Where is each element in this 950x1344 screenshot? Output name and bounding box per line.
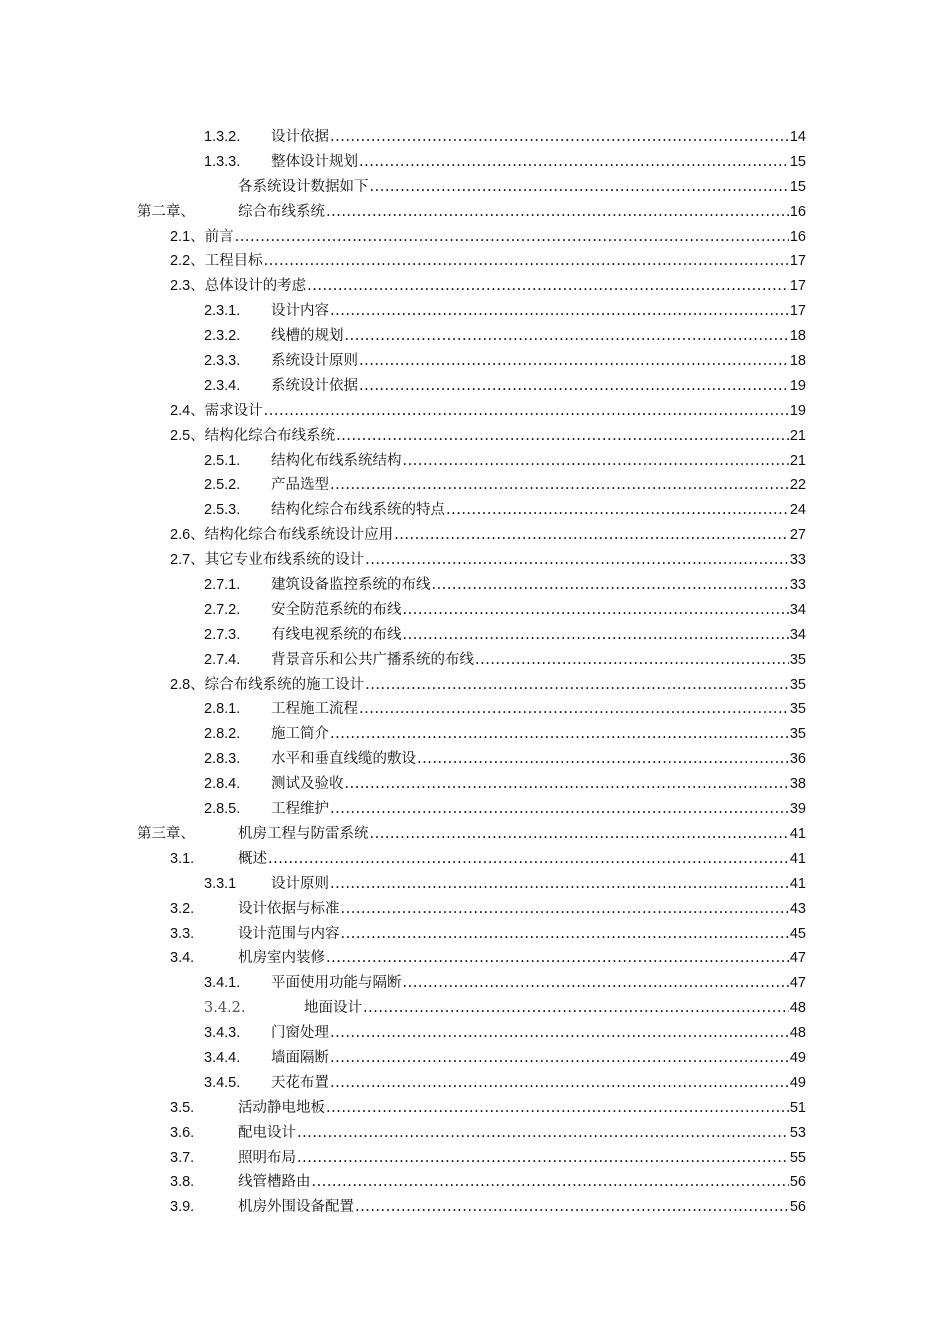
toc-entry[interactable] [0, 1195, 950, 1220]
toc-entry-number: 2.7.2. [204, 601, 241, 618]
dot-leader [330, 1071, 789, 1096]
toc-entry-number: 2.8.4. [204, 776, 241, 793]
toc-entry-title: 整体设计规划 [271, 150, 358, 175]
toc-entry[interactable] [0, 249, 950, 274]
dot-leader [341, 897, 789, 922]
toc-entry-number: 3.8. [170, 1174, 195, 1191]
toc-entry-title: 设计依据与标准 [238, 897, 340, 922]
dot-leader [326, 1096, 789, 1121]
toc-entry-title: 有线电视系统的布线 [271, 623, 402, 648]
toc-entry-line [170, 946, 806, 971]
toc-entry[interactable] [0, 225, 950, 250]
toc-entry-number: 2.5、 [170, 427, 205, 444]
toc-entry-title: 线管槽路由 [238, 1170, 311, 1195]
toc-entry-page-number: 47 [789, 950, 806, 967]
toc-entry[interactable] [0, 473, 950, 498]
toc-entry[interactable] [0, 324, 950, 349]
toc-entry-page-number: 24 [789, 502, 806, 519]
table-of-contents [0, 125, 950, 1220]
toc-entry-line [204, 747, 806, 772]
toc-entry[interactable] [0, 274, 950, 299]
toc-entry[interactable] [0, 1121, 950, 1146]
toc-entry[interactable] [0, 200, 950, 225]
dot-leader [330, 797, 789, 822]
toc-entry-title: 工程施工流程 [271, 697, 358, 722]
toc-entry-page-number: 36 [789, 751, 806, 768]
toc-entry-number: 2.3.4. [204, 377, 241, 394]
toc-entry-line [170, 1121, 806, 1146]
toc-entry-line [137, 200, 806, 225]
toc-entry-page-number: 56 [789, 1199, 806, 1216]
toc-entry-page-number: 16 [789, 228, 806, 245]
toc-entry[interactable] [0, 971, 950, 996]
toc-entry-page-number: 48 [789, 1000, 806, 1017]
toc-entry[interactable] [0, 1170, 950, 1195]
toc-entry-number: 2.2、 [170, 253, 205, 270]
toc-entry-title: 产品选型 [271, 473, 329, 498]
dot-leader [359, 697, 789, 722]
toc-entry-number: 2.7、 [170, 552, 205, 569]
toc-entry-number: 3.3. [170, 925, 195, 942]
toc-entry-title: 地面设计 [304, 996, 362, 1021]
toc-entry[interactable] [0, 1046, 950, 1071]
toc-entry[interactable] [0, 175, 950, 200]
toc-entry-page-number: 35 [789, 676, 806, 693]
toc-entry-page-number: 15 [789, 178, 806, 195]
toc-entry-number: 1.3.3. [204, 153, 241, 170]
toc-entry-line [204, 722, 806, 747]
dot-leader [264, 399, 789, 424]
dot-leader [370, 822, 789, 847]
dot-leader [370, 175, 789, 200]
dot-leader [312, 1170, 789, 1195]
toc-entry-title: 平面使用功能与隔断 [271, 971, 402, 996]
toc-entry[interactable] [0, 299, 950, 324]
toc-entry[interactable] [0, 1146, 950, 1171]
toc-entry-number: 第三章、 [137, 825, 195, 842]
toc-entry[interactable] [0, 1096, 950, 1121]
toc-entry[interactable] [0, 697, 950, 722]
toc-entry-page-number: 35 [789, 701, 806, 718]
toc-entry-line [204, 772, 806, 797]
toc-entry[interactable] [0, 374, 950, 399]
toc-entry-line [204, 598, 806, 623]
dot-leader [475, 648, 789, 673]
toc-entry[interactable] [0, 996, 950, 1021]
toc-entry[interactable] [0, 847, 950, 872]
dot-leader [359, 374, 789, 399]
toc-entry-line [204, 324, 806, 349]
dot-leader [264, 249, 789, 274]
toc-entry-number: 3.4. [170, 950, 195, 967]
dot-leader [330, 722, 789, 747]
toc-entry-title: 安全防范系统的布线 [271, 598, 402, 623]
toc-entry-title: 机房工程与防雷系统 [238, 822, 369, 847]
toc-entry[interactable] [0, 523, 950, 548]
toc-entry-line [238, 175, 806, 200]
toc-entry-line [170, 274, 806, 299]
toc-entry-number: 3.4.1. [204, 975, 241, 992]
toc-entry-title: 各系统设计数据如下 [238, 175, 369, 200]
toc-entry-page-number: 35 [789, 726, 806, 743]
toc-entry-page-number: 51 [789, 1099, 806, 1116]
toc-entry-line [170, 673, 806, 698]
toc-entry-title: 概述 [238, 847, 267, 872]
dot-leader [403, 449, 789, 474]
toc-entry-title: 系统设计依据 [271, 374, 358, 399]
toc-entry-number: 2.7.3. [204, 626, 241, 643]
toc-entry-page-number: 41 [789, 875, 806, 892]
toc-entry-page-number: 56 [789, 1174, 806, 1191]
dot-leader [297, 1121, 789, 1146]
toc-entry-line [204, 573, 806, 598]
toc-entry-line [204, 374, 806, 399]
toc-entry-number: 3.9. [170, 1199, 195, 1216]
toc-entry-line [204, 449, 806, 474]
toc-entry-title: 结构化综合布线系统 [205, 424, 336, 449]
dot-leader [326, 200, 789, 225]
toc-entry-page-number: 27 [789, 527, 806, 544]
toc-entry[interactable] [0, 598, 950, 623]
toc-entry-line [204, 473, 806, 498]
toc-entry-page-number: 21 [789, 427, 806, 444]
toc-entry[interactable] [0, 125, 950, 150]
toc-entry-page-number: 14 [789, 129, 806, 145]
dot-leader [355, 1195, 789, 1220]
toc-entry-line [204, 299, 806, 324]
toc-entry-number: 2.8、 [170, 676, 205, 693]
toc-entry[interactable] [0, 872, 950, 897]
toc-entry-number: 2.5.2. [204, 477, 241, 494]
toc-entry-title: 综合布线系统 [238, 200, 325, 225]
toc-entry-number: 2.8.5. [204, 801, 241, 818]
toc-entry-line [204, 872, 806, 897]
toc-entry-page-number: 34 [789, 626, 806, 643]
toc-entry-page-number: 17 [789, 303, 806, 320]
toc-entry-number: 2.6、 [170, 527, 205, 544]
toc-entry-title: 机房室内装修 [238, 946, 325, 971]
toc-entry-page-number: 34 [789, 601, 806, 618]
toc-entry-line [170, 1096, 806, 1121]
toc-entry-number: 2.5.1. [204, 452, 241, 469]
toc-entry-number: 3.1. [170, 850, 195, 867]
toc-entry[interactable] [0, 747, 950, 772]
toc-entry-number: 2.4、 [170, 402, 205, 419]
toc-entry-title: 施工简介 [271, 722, 329, 747]
toc-entry-number: 2.7.4. [204, 651, 241, 668]
toc-entry-number: 3.4.5. [204, 1074, 241, 1091]
toc-entry[interactable] [0, 623, 950, 648]
dot-leader [403, 623, 789, 648]
dot-leader [394, 523, 789, 548]
toc-entry-line [170, 225, 806, 250]
toc-entry-page-number: 49 [789, 1074, 806, 1091]
toc-entry-title: 设计范围与内容 [238, 922, 340, 947]
toc-entry-number: 第二章、 [137, 203, 195, 220]
toc-entry[interactable] [0, 822, 950, 847]
toc-entry-number: 3.7. [170, 1149, 195, 1166]
toc-entry[interactable] [0, 548, 950, 573]
toc-entry-number: 2.3、 [170, 278, 205, 295]
toc-entry-number: 3.2. [170, 900, 195, 917]
toc-entry-title: 天花布置 [271, 1071, 329, 1096]
toc-entry-number: 2.1、 [170, 228, 205, 245]
toc-entry-line [204, 697, 806, 722]
toc-entry-number: 2.3.1. [204, 303, 241, 320]
toc-entry-line [170, 922, 806, 947]
toc-entry-page-number: 18 [789, 328, 806, 345]
dot-leader [326, 946, 789, 971]
toc-entry-line [137, 822, 806, 847]
toc-entry-title: 前言 [205, 225, 234, 250]
toc-entry-line [204, 623, 806, 648]
dot-leader [330, 1021, 789, 1046]
toc-entry-page-number: 41 [789, 850, 806, 867]
toc-entry-title: 门窗处理 [271, 1021, 329, 1046]
dot-leader [345, 772, 789, 797]
toc-entry-line [204, 648, 806, 673]
toc-entry-line [204, 498, 806, 523]
toc-entry-number: 1.3.2. [204, 129, 241, 145]
toc-entry[interactable] [0, 722, 950, 747]
dot-leader [403, 598, 789, 623]
dot-leader [363, 996, 789, 1021]
toc-entry-line [170, 847, 806, 872]
toc-entry-title: 墙面隔断 [271, 1046, 329, 1071]
dot-leader [297, 1146, 789, 1171]
toc-entry[interactable] [0, 946, 950, 971]
toc-entry-page-number: 33 [789, 552, 806, 569]
dot-leader [330, 299, 789, 324]
toc-entry-title: 线槽的规划 [271, 324, 344, 349]
toc-entry-line [204, 1021, 806, 1046]
toc-entry-page-number: 35 [789, 651, 806, 668]
toc-entry-page-number: 19 [789, 402, 806, 419]
toc-entry-page-number: 49 [789, 1049, 806, 1066]
toc-entry-title: 照明布局 [238, 1146, 296, 1171]
dot-leader [330, 125, 789, 150]
dot-leader [307, 274, 789, 299]
toc-entry-number: 2.8.1. [204, 701, 241, 718]
toc-entry-number: 3.6. [170, 1124, 195, 1141]
toc-entry[interactable] [0, 449, 950, 474]
toc-entry[interactable] [0, 797, 950, 822]
toc-entry-line [170, 1146, 806, 1171]
toc-entry-page-number: 15 [789, 153, 806, 170]
toc-entry-line [170, 548, 806, 573]
toc-entry-number: 3.3.1 [204, 875, 237, 892]
toc-entry-line [204, 1046, 806, 1071]
toc-entry-title: 结构化综合布线系统的特点 [271, 498, 445, 523]
toc-entry[interactable] [0, 399, 950, 424]
dot-leader [336, 424, 789, 449]
toc-entry-title: 活动静电地板 [238, 1096, 325, 1121]
toc-entry-title: 背景音乐和公共广播系统的布线 [271, 648, 474, 673]
dot-leader [330, 473, 789, 498]
toc-entry-title: 结构化综合布线系统设计应用 [205, 523, 394, 548]
toc-entry-title: 结构化布线系统结构 [271, 449, 402, 474]
toc-entry-line [170, 1170, 806, 1195]
dot-leader [330, 872, 789, 897]
toc-entry[interactable] [0, 498, 950, 523]
toc-entry-page-number: 47 [789, 975, 806, 992]
toc-entry-line [204, 1071, 806, 1096]
dot-leader [345, 324, 789, 349]
toc-entry-page-number: 41 [789, 825, 806, 842]
toc-entry-number: 2.8.3. [204, 751, 241, 768]
toc-entry-number: 2.3.3. [204, 353, 241, 370]
toc-entry-title: 设计内容 [271, 299, 329, 324]
toc-entry-title: 总体设计的考虑 [205, 274, 307, 299]
toc-entry-title: 系统设计原则 [271, 349, 358, 374]
toc-entry-title: 设计原则 [271, 872, 329, 897]
toc-entry-title: 综合布线系统的施工设计 [205, 673, 365, 698]
toc-entry-title: 工程维护 [271, 797, 329, 822]
toc-entry-page-number: 43 [789, 900, 806, 917]
dot-leader [235, 225, 789, 250]
toc-entry-page-number: 38 [789, 776, 806, 793]
toc-entry-page-number: 18 [789, 353, 806, 370]
toc-entry-number: 2.3.2. [204, 328, 241, 345]
dot-leader [432, 573, 789, 598]
toc-entry-line [204, 996, 806, 1021]
dot-leader [341, 922, 789, 947]
toc-entry-title: 其它专业布线系统的设计 [205, 548, 365, 573]
toc-entry-line [204, 797, 806, 822]
toc-entry-number: 3.5. [170, 1099, 195, 1116]
dot-leader [359, 150, 789, 175]
toc-entry-title: 需求设计 [205, 399, 263, 424]
toc-entry-page-number: 48 [789, 1025, 806, 1042]
toc-entry[interactable] [0, 897, 950, 922]
toc-entry-page-number: 39 [789, 801, 806, 818]
toc-entry[interactable] [0, 150, 950, 175]
toc-entry-page-number: 17 [789, 278, 806, 295]
toc-entry-number: 3.4.4. [204, 1049, 241, 1066]
toc-entry-page-number: 21 [789, 452, 806, 469]
toc-entry-line [170, 399, 806, 424]
toc-entry-line [204, 125, 806, 150]
toc-entry-line [170, 424, 806, 449]
toc-entry[interactable] [0, 573, 950, 598]
toc-entry[interactable] [0, 673, 950, 698]
dot-leader [365, 548, 789, 573]
toc-entry-line [204, 150, 806, 175]
toc-entry-title: 设计依据 [271, 125, 329, 150]
toc-entry-page-number: 16 [789, 203, 806, 220]
toc-entry-page-number: 22 [789, 477, 806, 494]
toc-entry[interactable] [0, 772, 950, 797]
toc-entry[interactable] [0, 1021, 950, 1046]
toc-entry-title: 测试及验收 [271, 772, 344, 797]
toc-entry-number: 2.8.2. [204, 726, 241, 743]
toc-entry[interactable] [0, 424, 950, 449]
toc-entry-page-number: 55 [789, 1149, 806, 1166]
dot-leader [446, 498, 789, 523]
toc-entry-line [204, 971, 806, 996]
toc-entry-title: 配电设计 [238, 1121, 296, 1146]
toc-entry-line [204, 349, 806, 374]
toc-entry-page-number: 53 [789, 1124, 806, 1141]
toc-entry-title: 建筑设备监控系统的布线 [271, 573, 431, 598]
toc-entry-line [170, 249, 806, 274]
dot-leader [330, 1046, 789, 1071]
toc-entry-page-number: 33 [789, 577, 806, 594]
toc-entry-page-number: 17 [789, 253, 806, 270]
dot-leader [365, 673, 789, 698]
toc-entry[interactable] [0, 922, 950, 947]
toc-entry-title: 工程目标 [205, 249, 263, 274]
toc-entry-number: 3.4.2. [204, 1000, 246, 1017]
dot-leader [268, 847, 789, 872]
dot-leader [417, 747, 789, 772]
toc-entry-page-number: 19 [789, 377, 806, 394]
toc-entry-title: 水平和垂直线缆的敷设 [271, 747, 416, 772]
toc-entry-number: 3.4.3. [204, 1025, 241, 1042]
toc-entry-line [170, 1195, 806, 1220]
toc-entry[interactable] [0, 349, 950, 374]
toc-entry[interactable] [0, 648, 950, 673]
toc-entry-page-number: 45 [789, 925, 806, 942]
toc-entry-title: 机房外围设备配置 [238, 1195, 354, 1220]
dot-leader [359, 349, 789, 374]
toc-entry-line [170, 897, 806, 922]
toc-entry-number: 2.5.3. [204, 502, 241, 519]
toc-entry-line [170, 523, 806, 548]
dot-leader [403, 971, 789, 996]
toc-entry[interactable] [0, 1071, 950, 1096]
toc-entry-number: 2.7.1. [204, 577, 241, 594]
